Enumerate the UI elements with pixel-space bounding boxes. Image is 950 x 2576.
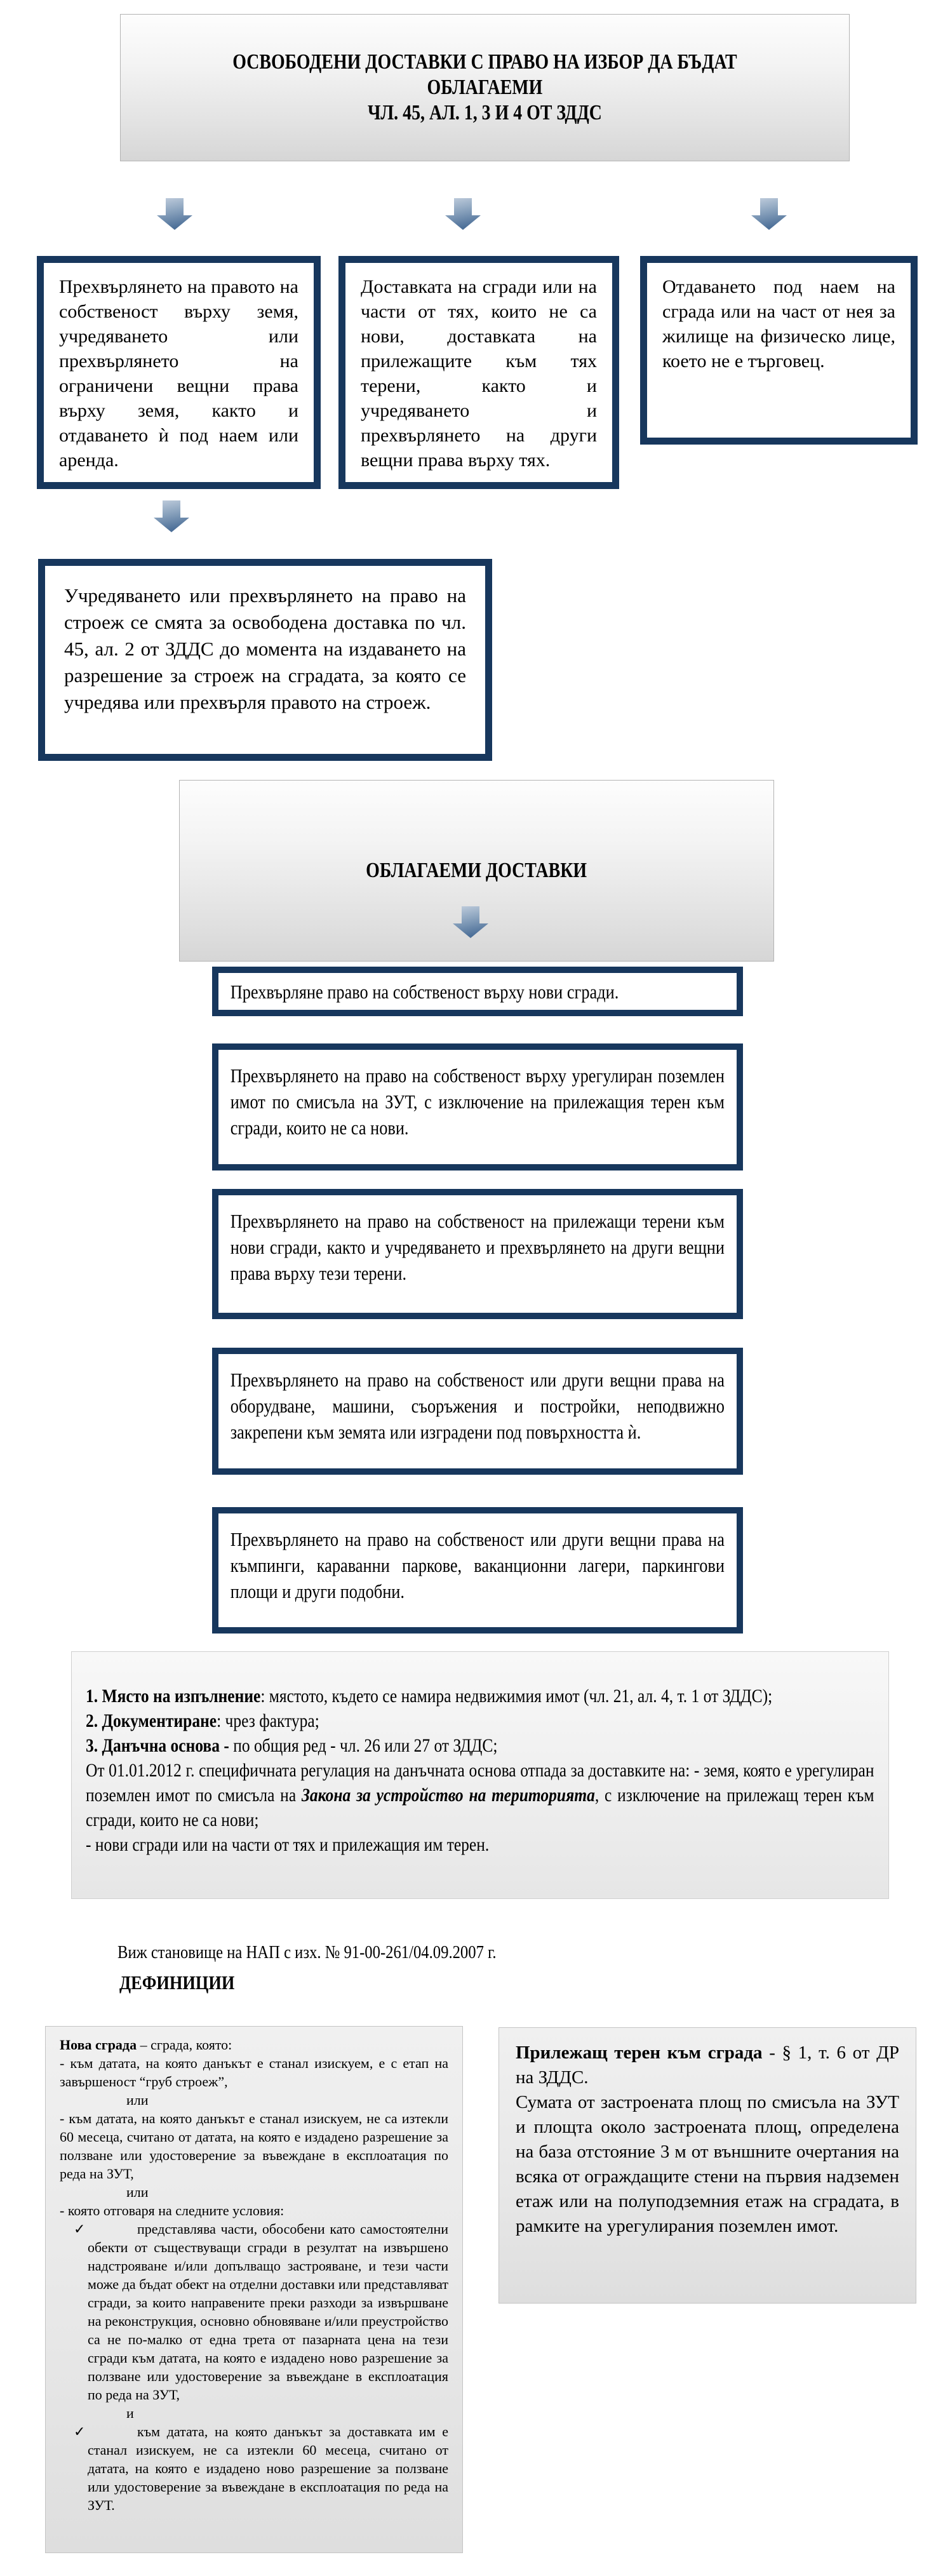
rules-panel	[71, 1651, 889, 1899]
rule-place-of-supply	[86, 1684, 874, 1708]
exempt-title-line2: ОБЛАГАЕМИ	[427, 76, 543, 99]
rule-tax-base	[86, 1733, 874, 1758]
new-building-and: и	[126, 2405, 134, 2421]
taxable-box-new-buildings-text: Прехвърляне право на собственост върху нови сгради.	[230, 980, 619, 1003]
term-adjacent-terrain: Прилежащ терен към сграда	[516, 2043, 763, 2063]
taxable-box-adjacent-terrains	[212, 1189, 743, 1319]
exempt-title-box	[120, 14, 850, 161]
check-icon: ✓	[74, 2221, 86, 2237]
adjacent-terrain-body: Сумата от застроената площ по смисъла на ЗУТ и площта около застроената площ, определена на база отстояние 3 м от външните очертания на всяка от ограждащите стени на първия надземен етаж или на полуподземния етаж на сградата, в рамките на урегулирания поземлен имот.	[516, 2092, 899, 2236]
taxable-box-campings	[212, 1507, 743, 1633]
term-new-building: Нова сграда	[60, 2037, 137, 2053]
exempt-box-old-buildings	[338, 256, 619, 489]
term-new-building-rest: – сграда, която:	[137, 2037, 232, 2053]
down-arrow-icon	[157, 198, 192, 230]
taxable-box-new-buildings	[212, 967, 743, 1016]
new-building-bullet-60-months: - към датата, на която данъкът е станал изискуем, не са изтекли 60 месеца, считано от датата, на която е издадено разрешение за ползване или удостоверение за въвеждане в експлоатация по реда на ЗУТ,	[60, 2110, 448, 2182]
definitions-heading: ДЕФИНИЦИИ	[119, 1971, 235, 1994]
down-arrow-icon	[445, 198, 481, 230]
new-building-condition-2-text: към датата, на която данъкът за доставката им е станал изискуем, не са изтекли 60 месеца, считано от датата, на която е издадено ново разрешение за ползване или удостоверение за въвеждане в експлоатация по реда на ЗУТ.	[88, 2424, 448, 2513]
new-building-condition-1	[60, 2220, 448, 2404]
taxable-header: ОБЛАГАЕМИ ДОСТАВКИ	[366, 859, 587, 882]
adjacent-terrain-intro	[516, 2041, 899, 2090]
rule-tax-base-label: 3. Данъчна основа -	[86, 1735, 229, 1756]
taxable-box-equipment	[212, 1348, 743, 1475]
law-title-emphasis: Закона за устройство на територията	[301, 1785, 595, 1806]
rule-documentation	[86, 1708, 874, 1733]
definition-new-building-box	[45, 2026, 463, 2553]
exempt-box-land	[37, 256, 321, 489]
new-building-condition-2	[60, 2422, 448, 2514]
taxable-box-regulated-plot	[212, 1043, 743, 1171]
taxable-box-regulated-plot-text: Прехвърлянето на право на собственост върху урегулиран поземлен имот по смисъла на ЗУТ, с изключение на прилежащия терен към сгради, които не са нови.	[230, 1064, 725, 1139]
rule-new-buildings-line: - нови сгради или на части от тях и прилежащия им терен.	[86, 1834, 490, 1855]
new-building-intro	[60, 2036, 448, 2054]
taxable-box-adjacent-terrains-text: Прехвърлянето на право на собственост на прилежащи терени към нови сгради, както и учредяването и прехвърлянето на други вещни права върху тези терени.	[230, 1210, 725, 1284]
new-building-condition-1-text: представлява части, обособени като самостоятелни обекти от съществуващи сгради в резултат на извършено надстрояване и/или допълващо застрояване, и тези части може да бъдат обект на отделни доставки или представляват сгради, за които направените преки разходи за извършване на реконструкция, основно обновяване и/или преустройство са не по-малко от една трета от пазарната цена на тези сгради към датата, на която е издадено ново разрешение за ползване или удостоверение за въвеждане в експлоатация по реда на ЗУТ,	[88, 2221, 448, 2403]
rule-2012-pre: От 01.01.2012 г. специфичната регулация на данъчната основа отпада за доставките на: - земя, която е урегулиран поземлен имот по смисъла на	[86, 1760, 874, 1806]
taxable-box-campings-text: Прехвърлянето на право на собственост или други вещни права на къмпинги, караванни паркове, ваканционни лагери, паркингови площи и други подобни.	[230, 1528, 725, 1602]
exempt-box-old-buildings-text: Доставката на сгради или на части от тях, които не са нови, доставката на прилежащите към тях терени, както и учредяването и прехвърлянето на други вещни права върху тях.	[361, 276, 597, 471]
new-building-bullet-conditions: - която отговаря на следните условия:	[60, 2203, 284, 2218]
exempt-title-line1: ОСВОБОДЕНИ ДОСТАВКИ С ПРАВО НА ИЗБОР ДА БЪДАТ	[232, 50, 737, 74]
down-arrow-icon	[751, 198, 787, 230]
exempt-box-land-text: Прехвърлянето на правото на собственост върху земя, учредяването или прехвърлянето на ограничени вещни права върху земя, както и отдаването ѝ под наем или аренда.	[59, 276, 298, 471]
rule-tax-base-text: по общия ред - чл. 26 или 27 от ЗДДС;	[229, 1735, 498, 1756]
rule-2012-post: , с изключение на прилежащ терен към сгради, които не са нови;	[86, 1785, 874, 1830]
nap-opinion-note: Виж становище на НАП с изх. № 91-00-261/04.09.2007 г.	[117, 1942, 497, 1962]
exempt-title-line3: ЧЛ. 45, АЛ. 1, 3 И 4 ОТ ЗДДС	[368, 101, 602, 124]
exempt-box-residential-rent-text: Отдаването под наем на сграда или на част от нея за жилище на физическо лице, което не е търговец.	[662, 276, 895, 372]
term-adjacent-terrain-rest: - § 1, т. 6 от ДР на ЗДДС.	[516, 2043, 899, 2088]
new-building-or-1: или	[126, 2092, 149, 2108]
construction-right-note-text: Учредяването или прехвърлянето на право на строеж се смята за освободена доставка по чл. 45, ал. 2 от ЗДДС до момента на издаването на разрешение за строеж на сградата, за която се учредява или прехвърля правото на строеж.	[64, 584, 466, 713]
down-arrow-icon	[154, 500, 189, 532]
rule-documentation-label: 2. Документиране	[86, 1710, 217, 1731]
rule-place-of-supply-label: 1. Място на изпълнение	[86, 1686, 261, 1707]
rule-2012-paragraph	[86, 1758, 874, 1832]
exempt-box-residential-rent	[640, 256, 918, 445]
rule-documentation-text: : чрез фактура;	[217, 1710, 319, 1731]
check-icon: ✓	[74, 2424, 86, 2439]
down-arrow-icon	[453, 906, 488, 938]
new-building-or-2: или	[126, 2184, 149, 2200]
new-building-bullet-rough-construction: - към датата, на която данъкът е станал изискуем, е с етап на завършеност “груб строеж”,	[60, 2055, 448, 2090]
taxable-box-equipment-text: Прехвърлянето на право на собственост или други вещни права на оборудване, машини, съоръжения и постройки, неподвижно закрепени към земята или изградени под повърхността ѝ.	[230, 1369, 725, 1443]
construction-right-note-box	[38, 559, 492, 761]
rule-place-of-supply-text: : мястото, където се намира недвижимия имот (чл. 21, ал. 4, т. 1 от ЗДДС);	[260, 1686, 773, 1707]
definition-adjacent-terrain-box	[498, 2027, 916, 2304]
